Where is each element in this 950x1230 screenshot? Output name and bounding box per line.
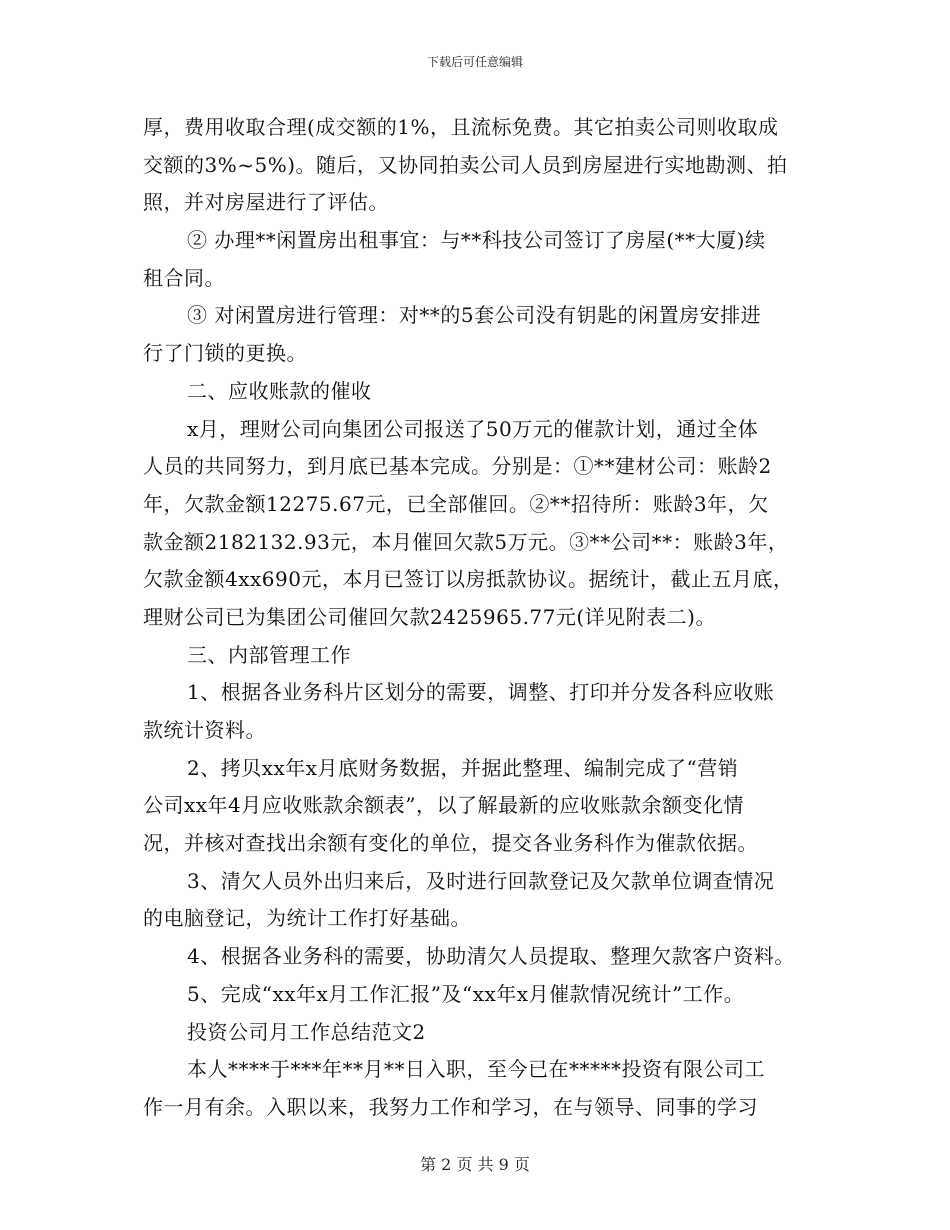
- paragraph-line: ③ 对闲置房进行管理：对**的5套公司没有钥匙的闲置房安排进: [187, 303, 762, 328]
- paragraph-line: 4、根据各业务科的需要，协助清欠人员提取、整理欠款客户资料。: [187, 944, 795, 969]
- paragraph-line: 1、根据各业务科片区划分的需要，调整、打印并分发各科应收账: [187, 680, 775, 705]
- document-body: [143, 109, 823, 1127]
- paragraph-line: 款金额2182132.93元，本月催回欠款5万元。③**公司**：账龄3年，: [143, 529, 789, 554]
- paragraph-line: 本人****于***年**月**日入职，至今已在*****投资有限公司工: [187, 1057, 765, 1082]
- paragraph-line: 人员的共同努力，到月底已基本完成。分别是：①**建材公司：账龄2: [143, 454, 772, 479]
- paragraph-line: 2、拷贝xx年x月底财务数据，并据此整理、编制完成了“营销: [187, 755, 739, 780]
- paragraph-line: 3、清欠人员外出归来后，及时进行回款登记及欠款单位调查情况: [187, 868, 775, 893]
- paragraph-line: 照，并对房屋进行了评估。: [143, 190, 389, 215]
- paragraph-line: 租合同。: [143, 265, 225, 290]
- paragraph-line: 5、完成“xx年x月工作汇报”及“xx年x月催款情况统计”工作。: [187, 981, 745, 1006]
- section-heading: 三、内部管理工作: [187, 642, 351, 667]
- paragraph-line: 公司xx年4月应收账款余额表”，以了解最新的应收账款余额变化情: [143, 793, 745, 818]
- paragraph-line: x月，理财公司向集团公司报送了50万元的催款计划，通过全体: [187, 416, 759, 441]
- paragraph-line: 厚，费用收取合理(成交额的1%，且流标免费。其它拍卖公司则收取成: [143, 115, 779, 139]
- paragraph-line: 况，并核对查找出余额有变化的单位，提交各业务科作为催款依据。: [143, 831, 758, 856]
- paragraph-line: 交额的3%~5%)。随后，又协同拍卖公司人员到房屋进行实地勘测、拍: [143, 152, 788, 177]
- page-header: 下载后可任意编辑: [426, 55, 523, 69]
- paragraph-line: 理财公司已为集团公司催回欠款2425965.77元(详见附表二)。: [143, 604, 716, 629]
- paragraph-line: 欠款金额4xx690元，本月已签订以房抵款协议。据统计，截止五月底，: [143, 567, 794, 592]
- paragraph-line: 作一月有余。入职以来，我努力工作和学习，在与领导、同事的学习: [143, 1094, 758, 1119]
- paragraph-line: 年，欠款金额12275.67元，已全部催回。②**招待所：账龄3年，欠: [143, 491, 769, 516]
- paragraph-line: ② 办理**闲置房出租事宜：与**科技公司签订了房屋(**大厦)续: [187, 228, 766, 253]
- paragraph-line: 款统计资料。: [143, 718, 266, 742]
- paragraph-line: 行了门锁的更换。: [143, 341, 307, 366]
- page-footer: 第 2 页 共 9 页: [420, 1155, 530, 1174]
- section-heading: 二、应收账款的催收: [187, 378, 372, 403]
- paragraph-line: 的电脑登记，为统计工作打好基础。: [143, 906, 471, 931]
- section-heading: 投资公司月工作总结范文2: [187, 1019, 426, 1044]
